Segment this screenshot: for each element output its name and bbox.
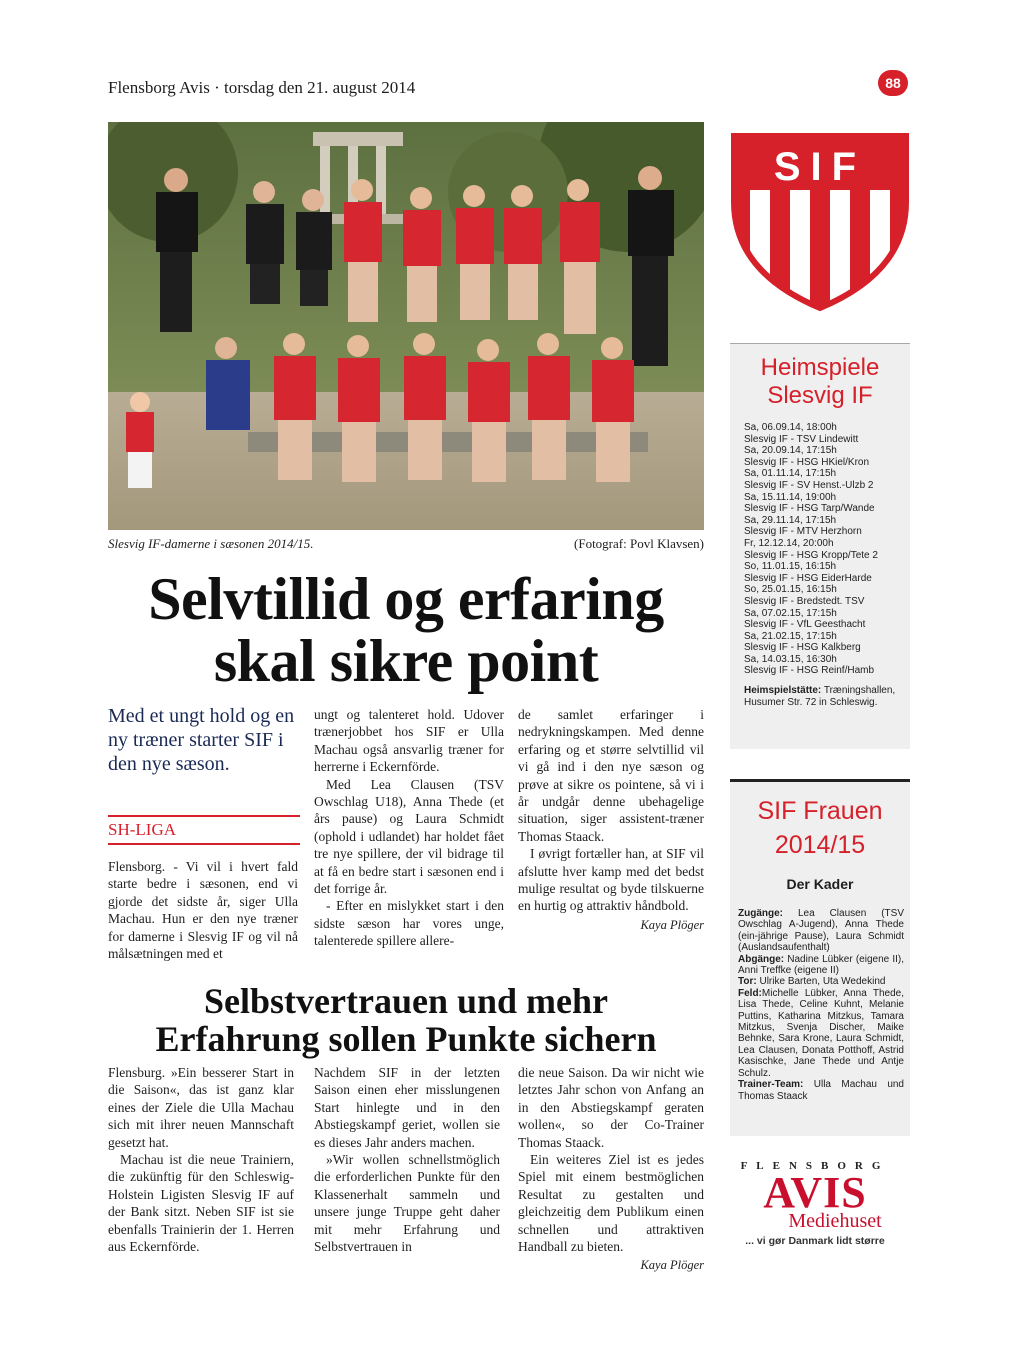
kader-text: Ulrike Barten, Uta Wedekind [759, 976, 886, 988]
schedule-list [730, 422, 910, 677]
rubric-divider [108, 815, 300, 817]
kader-entry [738, 1079, 904, 1102]
sif-shield-icon [730, 132, 910, 312]
paragraph: Machau ist die neue Trainiern, die zukünftig für den Schleswig-Holstein Ligisten Slesvig IF auf der Bank sitzt. Neben SIF ist sie ebenfalls Trainierin der 1. Herren aus Eckernförde. [108, 1152, 294, 1255]
schedule-line: Sa, 21.02.15, 17:15h [744, 630, 837, 642]
brand-name: AVIS [763, 1168, 867, 1217]
venue-info [730, 685, 910, 709]
kader-label: Abgänge: [738, 953, 785, 965]
paragraph: »Wir wollen schnellstmöglich die erforderlichen Punkte für den Klassenerhalt sammeln und unsere junge Truppe geht daher mit mehr Erfahrung und Selbstvertrauen in [314, 1152, 500, 1255]
heimspiele-title [730, 354, 910, 410]
kader-entry [738, 988, 904, 1079]
headline-danish [108, 568, 704, 692]
article-de-col1 [108, 1064, 294, 1255]
flensborg-avis-logo [730, 1160, 900, 1247]
heimspiele-box [730, 343, 910, 749]
sif-logo-text: SIF [773, 145, 867, 189]
schedule-line: Slesvig IF - HSG Kropp/Tete 2 [744, 549, 878, 561]
paragraph: ungt og talenteret hold. Udover trænerjobbet hos SIF er Ulla Machau også ansvarlig træner for herrerne i Eckernförde. [314, 707, 504, 775]
dateline: Flensborg Avis · torsdag den 21. august 2014 [108, 78, 416, 97]
kader-text: Ulla Machau und Thomas Staack [738, 1079, 904, 1102]
article-de-col3 [518, 1064, 704, 1275]
paragraph: Flensborg. - Vi vil i hvert fald starte bedre i sæsonen, end vi gjorde det sidste år, siger Ulla Machau. Hun er den nye træner for damerne i Slesvig IF og vil nå målsætningen med et [108, 859, 298, 962]
team-photo-illustration [108, 122, 704, 530]
schedule-line: Slesvig IF - HSG EiderHarde [744, 572, 872, 584]
headline-german-line1: Selbstvertrauen und mehr [204, 981, 608, 1021]
article-da-col2 [314, 706, 504, 950]
paragraph: Med Lea Clausen (TSV Owschlag U18), Anna Thede (et års pause) og Laura Schmidt (ophold i udlandet) har holdet fået tre nye spillere, der vil bidrage til at få en bedre start i sæsonen end i det forrige år. [314, 776, 504, 897]
schedule-line: Slesvig IF - MTV Herzhorn [744, 526, 862, 538]
author-signature: Kaya Plöger [640, 917, 704, 932]
schedule-line: Slesvig IF - VfL Geesthacht [744, 619, 866, 631]
kader-box [730, 779, 910, 1136]
paragraph: I øvrigt fortæller han, at SIF vil afslutte hver kamp med det bedst mulige resultat og byde tilskuerne en hurtig og attraktiv håndbold. [518, 846, 704, 914]
schedule-line: Slesvig IF - HSG Kalkberg [744, 642, 861, 654]
page-number: 88 [878, 70, 908, 96]
brand-slogan: ... vi gør Danmark lidt større [745, 1235, 885, 1247]
article-de-col2 [314, 1064, 500, 1255]
paragraph: die neue Saison. Da wir nicht wie letztes Jahr schon von Anfang an in den Abstiegskampf geraten wollen«, so der Co-Trainer Thomas Staack. [518, 1065, 704, 1150]
rubric-label: SH-LIGA [108, 820, 300, 845]
heimspiele-title-line2: Slesvig IF [767, 382, 873, 409]
schedule-line: Fr, 12.12.14, 20:00h [744, 537, 834, 549]
kader-text: Nadine Lübker (eigene II), Anni Treffke (eigene II) [738, 953, 905, 977]
sif-logo [730, 132, 910, 317]
paragraph: Nachdem SIF in der letzten Saison einen eher misslungenen Start hinlegte und in den Abstiegskampf geriet, wollen sie es dieses Jahr anders machen. [314, 1065, 500, 1150]
article-da-col3 [518, 706, 704, 934]
kader-title [730, 794, 910, 862]
brand-top: FLENSBORG [740, 1160, 890, 1172]
article-da-col1 [108, 858, 298, 962]
kader-text: Lea Clausen (TSV Owschlag A-Jugend), Anna Thede (ein-jährige Pause), Laura Schmidt (Auslandsaufenthalt) [738, 908, 904, 954]
brand-sub: Mediehuset [788, 1210, 882, 1232]
headline-danish-line1: Selvtillid og erfaring [148, 566, 664, 632]
schedule-line: Sa, 07.02.15, 17:15h [744, 607, 837, 619]
kader-label: Feld: [738, 987, 762, 999]
venue-label: Heimspielstätte: [744, 685, 822, 697]
schedule-line: Slesvig IF - HSG Tarp/Wande [744, 503, 875, 515]
schedule-line: Sa, 20.09.14, 17:15h [744, 445, 837, 457]
venue-text: Træningshallen, Husumer Str. 72 in Schleswig. [744, 685, 896, 709]
kader-entry [738, 954, 904, 977]
schedule-line: Sa, 14.03.15, 16:30h [744, 653, 837, 665]
kader-entry [738, 908, 904, 954]
schedule-line: Slesvig IF - Bredstedt. TSV [744, 595, 865, 607]
schedule-line: Sa, 15.11.14, 19:00h [744, 491, 837, 503]
paragraph: Flensburg. »Ein besserer Start in die Saison«, das ist ganz klar eines der Ziele die Ulla Machau sich mit ihrer neuen Mannschaft gesetzt hat. [108, 1065, 294, 1150]
schedule-line: So, 25.01.15, 16:15h [744, 584, 837, 596]
author-signature: Kaya Plöger [640, 1258, 704, 1273]
team-photo [108, 122, 704, 530]
heimspiele-title-line1: Heimspiele [760, 354, 880, 381]
kader-label: Tor: [738, 976, 757, 988]
schedule-line: Slesvig IF - HSG HKiel/Kron [744, 456, 870, 468]
paragraph: de samlet erfaringer i nedrykningskampen. Med denne erfaring og et større selvtillid vil vi gå ind i den nye sæson og prøve at sikre os pointene, så vi i år undgår denne ubehagelige situation, siger assistent-træner Thomas Staack. [518, 707, 704, 844]
schedule-line: Slesvig IF - HSG Reinf/Hamb [744, 665, 875, 677]
kader-label: Zugänge: [738, 908, 783, 919]
lead-text: Med et ungt hold og en ny træner starter SIF i den nye sæson. [108, 705, 295, 775]
kader-subtitle: Der Kader [786, 876, 854, 892]
paragraph: - Efter en mislykket start i den sidste sæson har vores unge, talenterede spillere allere- [314, 898, 504, 949]
schedule-line: Slesvig IF - TSV Lindewitt [744, 433, 859, 445]
photo-credit: (Fotograf: Povl Klavsen) [574, 536, 704, 551]
kader-label: Trainer-Team: [738, 1079, 804, 1091]
schedule-line: Sa, 29.11.14, 17:15h [744, 514, 837, 526]
kader-list [730, 908, 910, 1102]
headline-danish-line2: skal sikre point [213, 628, 599, 694]
kader-entry [738, 976, 904, 987]
paragraph: Ein weiteres Ziel ist es jedes Spiel mit einem bestmöglichen Resultat zu gestalten und gleichzeitig dem Publikum einen schnellen und attraktiven Handball zu bieten. [518, 1152, 704, 1255]
schedule-line: Sa, 01.11.14, 17:15h [744, 468, 837, 480]
kader-title-line1: SIF Frauen [757, 797, 883, 825]
kader-title-line2: 2014/15 [774, 831, 866, 859]
headline-german [108, 982, 704, 1058]
schedule-line: Slesvig IF - SV Henst.-Ulzb 2 [744, 479, 874, 491]
schedule-line: So, 11.01.15, 16:15h [744, 561, 837, 573]
photo-caption: Slesvig IF-damerne i sæsonen 2014/15. [108, 536, 314, 551]
headline-german-line2: Erfahrung sollen Punkte sichern [155, 1019, 657, 1059]
schedule-line: Sa, 06.09.14, 18:00h [744, 422, 837, 433]
kader-text: Michelle Lübker, Anna Thede, Lisa Thede, Celine Kuhnt, Melanie Puttins, Katharina Mitzkus, Tamara Mitzkus, Svenja Discher, Maike Behnke, Sara Krone, Laura Schmidt, Lea Clausen, Donata Potthoff, Astrid Kasischke, Jane Thede und Antje Schulz. [738, 987, 904, 1079]
